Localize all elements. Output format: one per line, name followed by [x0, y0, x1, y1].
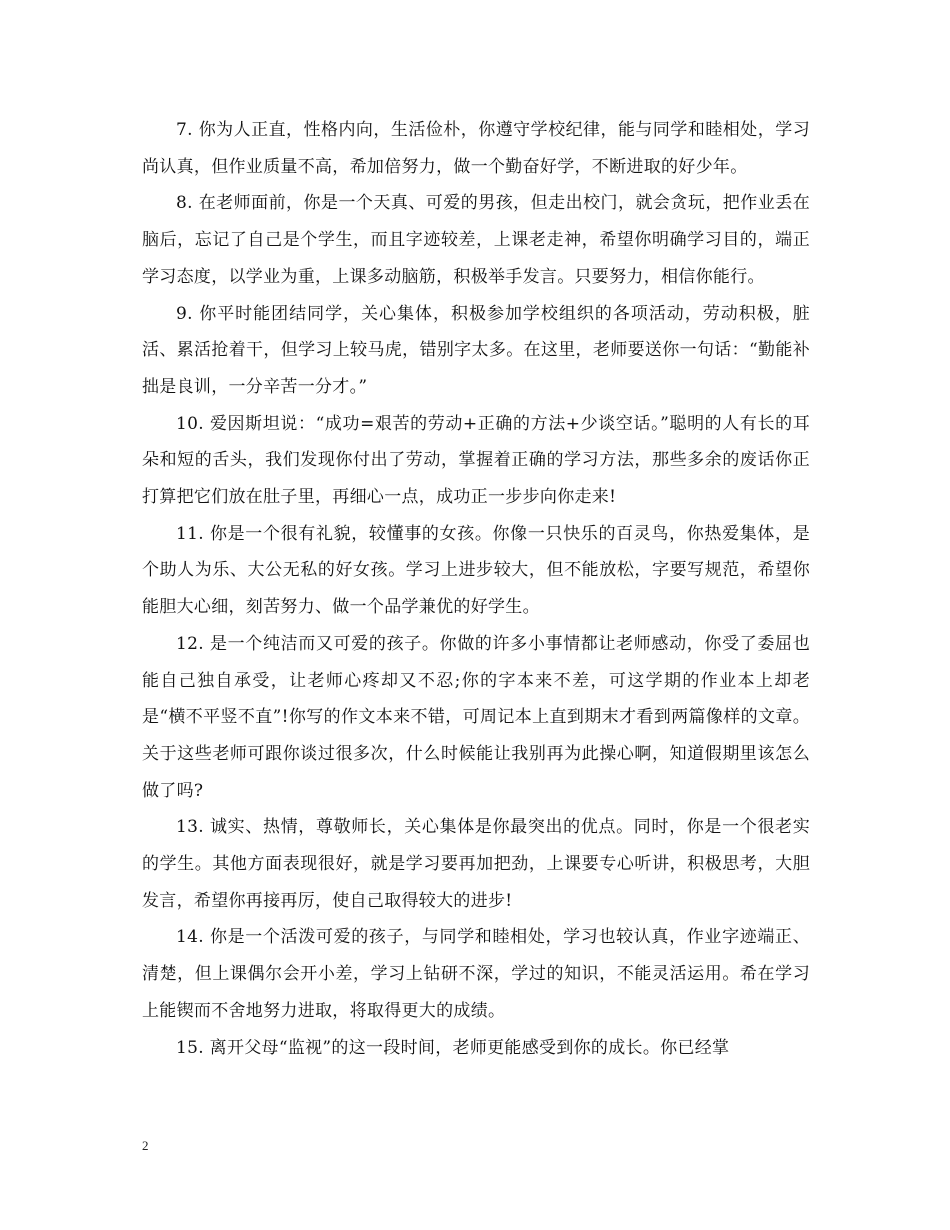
document-body	[142, 112, 810, 1066]
comment-paragraph-7: 7. 你为人正直，性格内向，生活俭朴，你遵守学校纪律，能与同学和睦相处，学习尚认真，但作业质量不高，希加倍努力，做一个勤奋好学，不断进取的好少年。	[142, 120, 810, 177]
comment-paragraph-14: 14. 你是一个活泼可爱的孩子，与同学和睦相处，学习也较认真，作业字迹端正、清楚，但上课偶尔会开小差，学习上钻研不深，学过的知识，不能灵活运用。希在学习上能锲而不舍地努力进取，将取得更大的成绩。	[142, 927, 810, 1021]
comment-paragraph-8: 8. 在老师面前，你是一个天真、可爱的男孩，但走出校门，就会贪玩，把作业丢在脑后，忘记了自己是个学生，而且字迹较差，上课老走神，希望你明确学习目的，端正学习态度，以学业为重，上课多动脑筋，积极举手发言。只要努力，相信你能行。	[142, 193, 810, 287]
comment-paragraph-12: 12. 是一个纯洁而又可爱的孩子。你做的许多小事情都让老师感动，你受了委屈也能自己独自承受，让老师心疼却又不忍;你的字本来不差，可这学期的作业本上却老是“横不平竖不直”!你写的作文本来不错，可周记本上直到期末才看到两篇像样的文章。关于这些老师可跟你谈过很多次，什么时候能让我别再为此操心啊，知道假期里该怎么做了吗?	[142, 633, 810, 801]
comment-paragraph-11: 11. 你是一个很有礼貌，较懂事的女孩。你像一只快乐的百灵鸟，你热爱集体，是个助人为乐、大公无私的好女孩。学习上进步较大，但不能放松，字要写规范，希望你能胆大心细，刻苦努力、做一个品学兼优的好学生。	[142, 523, 810, 618]
comment-paragraph-13: 13. 诚实、热情，尊敬师长，关心集体是你最突出的优点。同时，你是一个很老实的学生。其他方面表现很好，就是学习要再加把劲，上课要专心听讲，积极思考，大胆发言，希望你再接再厉，使自己取得较大的进步!	[142, 817, 810, 911]
comment-paragraph-10: 10. 爱因斯坦说：“成功=艰苦的劳动+正确的方法+少谈空话。”聪明的人有长的耳朵和短的舌头，我们发现你付出了劳动，掌握着正确的学习方法，那些多余的废话你正打算把它们放在肚子里，再细心一点，成功正一步步向你走来!	[142, 413, 810, 508]
comment-paragraph-9: 9. 你平时能团结同学，关心集体，积极参加学校组织的各项活动，劳动积极，脏活、累活抢着干，但学习上较马虎，错别字太多。在这里，老师要送你一句话：“勤能补拙是良训，一分辛苦一分才。”	[142, 303, 810, 397]
comment-paragraph-15: 15. 离开父母“监视”的这一段时间，老师更能感受到你的成长。你已经掌	[176, 1037, 730, 1058]
page-number: 2	[142, 1138, 149, 1153]
